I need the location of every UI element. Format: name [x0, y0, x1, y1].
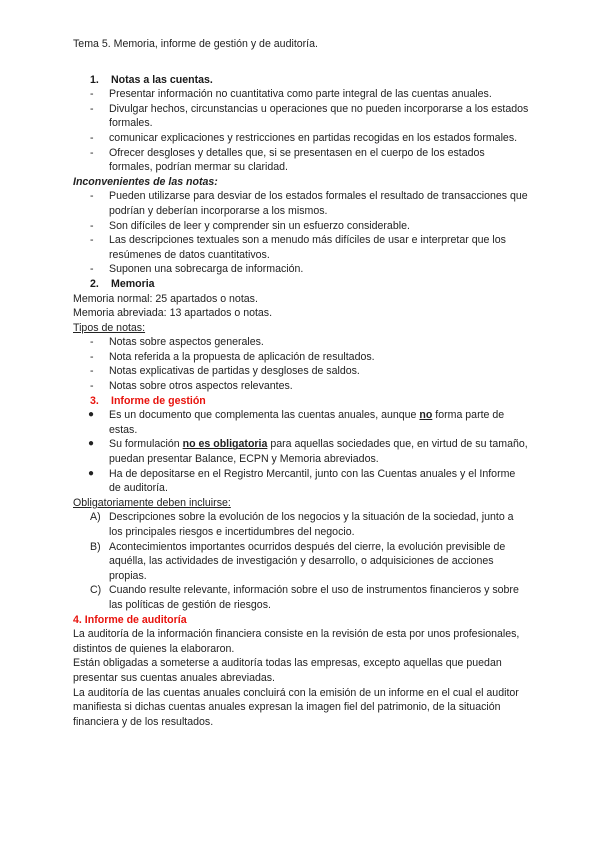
- list-item-text: Presentar información no cuantitativa como parte integral de las cuentas anuales.: [109, 88, 492, 101]
- dash-marker: -: [90, 234, 94, 247]
- list-item: [73, 510, 530, 539]
- section-4-heading: 4. Informe de auditoría: [73, 613, 187, 626]
- list-item-text: Ofrecer desgloses y detalles que, si se presentasen en el cuerpo de los estados formales, podrían mermar su claridad.: [109, 146, 485, 174]
- list-item: [73, 131, 530, 146]
- section-2-heading: [73, 277, 530, 292]
- list-item-text: Su formulación: [109, 438, 183, 451]
- section-1-heading: [73, 73, 530, 88]
- emphasis-text: no: [419, 409, 433, 422]
- list-item: [73, 102, 530, 131]
- list-item-text: Notas explicativas de partidas y desgloses de saldos.: [109, 365, 360, 378]
- dash-marker: -: [90, 102, 94, 115]
- list-item-text: Cuando resulte relevante, información sobre el uso de instrumentos financieros y sobre las políticas de gestión de riesgos.: [109, 584, 519, 611]
- list-item: [73, 437, 530, 466]
- list-item: [73, 233, 530, 262]
- section-3-heading: [73, 394, 530, 409]
- list-item-text: Descripciones sobre la evolución de los negocios y la situación de la sociedad, junto a los principales riesgos e incertidumbres del negocio.: [109, 511, 514, 538]
- section-2-number: 2.: [90, 277, 99, 290]
- list-item-text: Pueden utilizarse para desviar de los estados formales el resultado de transacciones que podrían y deberían incorporarse a los mismos.: [109, 190, 528, 217]
- list-item: [73, 219, 530, 234]
- section-3-title: Informe de gestión: [111, 394, 206, 407]
- memoria-normal-text: Memoria normal: 25 apartados o notas.: [73, 292, 258, 305]
- list-item: [73, 146, 530, 175]
- alpha-marker: A): [90, 511, 101, 524]
- dash-marker: -: [90, 336, 94, 349]
- list-item-text: comunicar explicaciones y restricciones en partidas recogidas en los estados formales.: [109, 131, 518, 144]
- inconvenientes-heading: Inconvenientes de las notas:: [73, 175, 218, 188]
- section-1-number: 1.: [90, 73, 99, 86]
- list-item: [73, 335, 530, 350]
- list-item-text: forma parte de estas.: [109, 409, 505, 436]
- dash-marker: -: [90, 131, 94, 144]
- list-item: [73, 189, 530, 218]
- section-2-title: Memoria: [111, 277, 155, 290]
- list-item-text: Suponen una sobrecarga de información.: [109, 263, 304, 276]
- alpha-marker: C): [90, 584, 102, 597]
- tipos-notas-heading: Tipos de notas:: [73, 321, 146, 334]
- list-item-text: Notas sobre aspectos generales.: [109, 336, 264, 349]
- dash-marker: -: [90, 380, 94, 393]
- list-item-text: Son difíciles de leer y comprender sin un esfuerzo considerable.: [109, 219, 410, 232]
- list-item-text: Notas sobre otros aspectos relevantes.: [109, 380, 293, 393]
- list-item-text: para aquellas sociedades que, en virtud de su tamaño, puedan presentar Balance, ECPN y Memoria abreviados.: [109, 438, 528, 466]
- list-item-text: Divulgar hechos, circunstancias u operaciones que no pueden incorporarse a los estados formales.: [109, 102, 529, 130]
- list-item: [73, 379, 530, 394]
- list-item: [73, 467, 530, 496]
- memoria-abreviada-text: Memoria abreviada: 13 apartados o notas.: [73, 307, 273, 320]
- dash-marker: -: [90, 263, 94, 276]
- tipos-notas-list: [73, 335, 530, 393]
- dash-marker: -: [90, 365, 94, 378]
- bullet-marker: ●: [88, 409, 95, 421]
- auditoria-paragraph-1: La auditoría de la información financiera consiste en la revisión de esta por unos profesionales, distintos de quienes la elaboraron.: [73, 628, 520, 655]
- bullet-marker: ●: [88, 467, 95, 479]
- dash-marker: -: [90, 350, 94, 363]
- bullet-marker: ●: [88, 438, 95, 450]
- list-item: [73, 262, 530, 277]
- list-item-text: Es un documento que complementa las cuentas anuales, aunque: [109, 409, 420, 422]
- list-item-text: Ha de depositarse en el Registro Mercantil, junto con las Cuentas anuales y el Informe de auditoría.: [109, 467, 516, 495]
- auditoria-paragraph-3: La auditoría de las cuentas anuales concluirá con la emisión de un informe en el cual el auditor manifiesta si dichas cuentas anuales expresan la imagen fiel del patrimonio, de la situación financiera y de los resultados.: [73, 686, 519, 728]
- dash-marker: -: [90, 88, 94, 101]
- list-item: [73, 364, 530, 379]
- informe-gestion-list: [73, 408, 530, 496]
- obligatorio-list: [73, 510, 530, 612]
- list-item: [73, 87, 530, 102]
- section-3-number: 3.: [90, 394, 99, 407]
- alpha-marker: B): [90, 540, 101, 553]
- section-1-list: [73, 87, 530, 175]
- auditoria-paragraph-2: Están obligadas a someterse a auditoría todas las empresas, excepto aquellas que puedan presentar sus cuentas anuales abreviadas.: [73, 657, 502, 684]
- inconvenientes-list: [73, 189, 530, 277]
- document-title: Tema 5. Memoria, informe de gestión y de auditoría.: [73, 38, 318, 50]
- dash-marker: -: [90, 219, 94, 232]
- dash-marker: -: [90, 146, 94, 159]
- list-item: [73, 408, 530, 437]
- emphasis-text: no es obligatoria: [182, 438, 268, 451]
- list-item: [73, 350, 530, 365]
- section-1-title: Notas a las cuentas.: [111, 73, 213, 86]
- list-item: [73, 583, 530, 612]
- list-item-text: Acontecimientos importantes ocurridos después del cierre, la evolución previsible de aquélla, las actividades de investigación y desarrollo, o adquisiciones de acciones propias.: [109, 540, 506, 582]
- obligatorio-heading: Obligatoriamente deben incluirse:: [73, 496, 231, 509]
- list-item-text: Nota referida a la propuesta de aplicación de resultados.: [109, 350, 375, 363]
- dash-marker: -: [90, 190, 94, 203]
- list-item: [73, 540, 530, 584]
- list-item-text: Las descripciones textuales son a menudo más difíciles de usar e interpretar que los resúmenes de datos cuantitativos.: [109, 234, 506, 261]
